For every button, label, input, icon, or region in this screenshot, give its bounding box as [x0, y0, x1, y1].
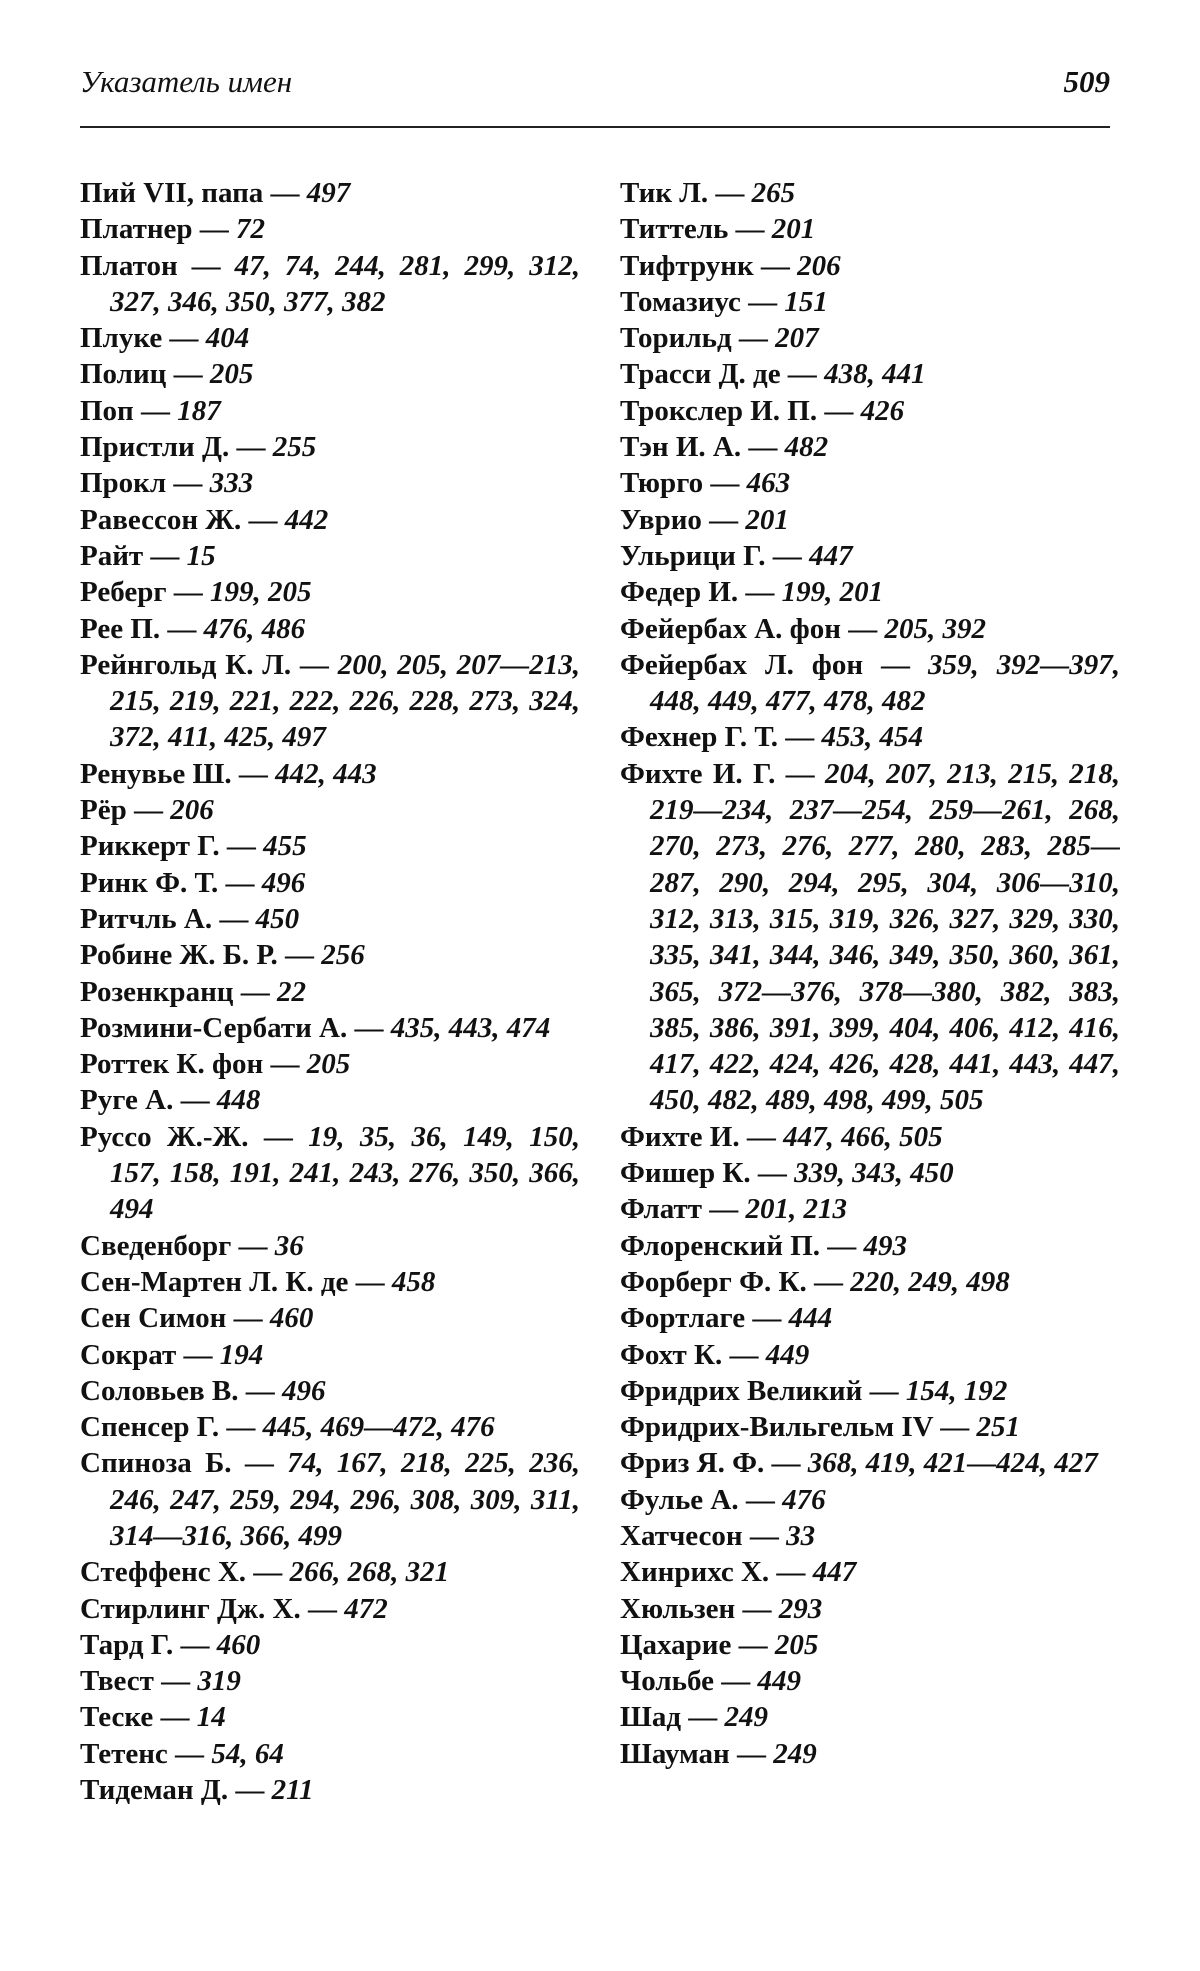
entry-name: Тард Г. — — [80, 1628, 217, 1661]
entry-name: Реберг — — [80, 576, 210, 609]
index-entry — [620, 1663, 1120, 1699]
index-entry — [80, 393, 580, 429]
entry-name: Цахарие — — [620, 1628, 775, 1661]
entry-pages: 442 — [284, 503, 329, 536]
entry-pages: 482 — [784, 431, 829, 464]
index-entry — [80, 1373, 580, 1409]
entry-name: Тюрго — — [620, 467, 747, 500]
entry-pages: 201 — [745, 503, 789, 536]
index-entry — [620, 1300, 1120, 1336]
entry-pages: 251 — [976, 1411, 1021, 1444]
entry-name: Трасси Д. де — — [620, 358, 825, 391]
index-entry — [620, 1373, 1120, 1409]
entry-name: Фохт К. — — [620, 1338, 766, 1371]
entry-pages: 205 — [774, 1628, 819, 1661]
entry-name: Пий VII, папа — — [80, 177, 307, 209]
index-entry — [80, 1627, 580, 1663]
entry-name: Роттек К. фон — — [80, 1048, 307, 1081]
entry-name: Хинрихс Х. — — [620, 1556, 813, 1589]
index-entry — [80, 1264, 580, 1300]
entry-name: Фихте И. Г. — — [620, 757, 825, 790]
index-entry — [620, 465, 1120, 501]
entry-name: Риккерт Г. — — [80, 830, 264, 863]
entry-name: Хатчесон — — [620, 1519, 787, 1552]
entry-pages: 293 — [778, 1592, 823, 1625]
entry-pages: 154, 192 — [905, 1374, 1008, 1407]
index-entry — [620, 574, 1120, 610]
entry-name: Платнер — — [80, 213, 237, 246]
entry-pages: 205 — [209, 358, 254, 391]
index-entry — [80, 974, 580, 1010]
index-entry — [620, 1591, 1120, 1627]
index-entry — [80, 1736, 580, 1772]
entry-name: Спиноза Б. — — [80, 1447, 288, 1480]
index-entry — [80, 574, 580, 610]
entry-pages: 444 — [788, 1302, 833, 1335]
entry-pages: 442, 443 — [275, 757, 377, 790]
entry-name: Фейербах Л. фон — — [620, 648, 929, 681]
index-entry — [620, 1264, 1120, 1300]
entry-pages: 151 — [784, 285, 828, 318]
entry-name: Сен Симон — — [80, 1302, 270, 1335]
entry-name: Соловьев В. — — [80, 1374, 282, 1407]
entry-pages: 359, 392—397, 448, 449, 477, 478, 482 — [650, 648, 1121, 718]
index-entry — [620, 756, 1120, 1119]
entry-name: Стеффенс Х. — — [80, 1556, 290, 1589]
entry-name: Равессон Ж. — — [80, 503, 285, 536]
entry-pages: 207 — [775, 322, 819, 355]
index-entry — [620, 1155, 1120, 1191]
entry-name: Фихте И. — — [620, 1120, 784, 1153]
entry-pages: 204, 207, 213, 215, 218, 219—234, 237—254, 259—261, 268, 270, 273, 276, 277, 280, 283, 285—287, 290, 294, 295, 304, 306—310, 312, 313, 315, 319, 326, 327, 329, 330, 335, 341, 344, 346, 349, 350, 360, 361, 365, 372—376, 378—380, 382, 383, 385, 386, 391, 399, 404, 406, 412, 416, 417, 422, 424, 426, 428, 441, 443, 447, 450, 482, 489, 498, 499, 505 — [650, 757, 1120, 1117]
entry-pages: 496 — [261, 866, 306, 899]
entry-pages: 426 — [860, 394, 905, 427]
index-entry — [620, 1337, 1120, 1373]
entry-name: Шад — — [620, 1701, 725, 1734]
running-head — [80, 64, 1110, 104]
entry-name: Тидеман Д. — — [80, 1774, 272, 1807]
index-entry — [620, 284, 1120, 320]
entry-name: Флатт — — [620, 1193, 746, 1226]
entry-name: Фридрих Великий — — [620, 1374, 906, 1407]
entry-name: Фортлаге — — [620, 1302, 789, 1335]
entry-name: Фридрих-Вильгельм IV — — [620, 1411, 977, 1444]
index-entry — [620, 1627, 1120, 1663]
index-entry — [80, 1445, 580, 1554]
index-entry — [80, 429, 580, 465]
entry-name: Фишер К. — — [620, 1157, 795, 1190]
index-entry — [80, 937, 580, 973]
index-entry — [620, 211, 1120, 247]
entry-pages: 74, 167, 218, 225, 236, 246, 247, 259, 294, 296, 308, 309, 311, 314—316, 366, 499 — [110, 1447, 580, 1552]
index-entry — [620, 1119, 1120, 1155]
index-entry — [80, 865, 580, 901]
entry-pages: 453, 454 — [821, 721, 924, 754]
entry-pages: 249 — [773, 1737, 817, 1770]
index-entry — [80, 320, 580, 356]
entry-pages: 199, 201 — [781, 576, 884, 609]
running-head-title: Указатель имен — [80, 64, 293, 99]
entry-pages: 447 — [812, 1556, 857, 1589]
entry-pages: 15 — [186, 539, 216, 572]
entry-name: Спенсер Г. — — [80, 1411, 263, 1444]
entry-pages: 33 — [786, 1519, 816, 1552]
entry-pages: 472 — [344, 1592, 388, 1625]
index-entry — [80, 1699, 580, 1735]
index-entry — [80, 1300, 580, 1336]
index-entry — [620, 1228, 1120, 1264]
entry-name: Фейербах А. фон — — [620, 612, 885, 645]
index-entry — [80, 1337, 580, 1373]
index-entry — [80, 1119, 580, 1228]
entry-pages: 72 — [236, 213, 266, 246]
index-entry — [80, 502, 580, 538]
entry-name: Сведенборг — — [80, 1229, 275, 1262]
index-entry — [80, 248, 580, 321]
entry-name: Ринк Ф. Т. — — [80, 866, 262, 899]
index-entry — [620, 320, 1120, 356]
entry-name: Сократ — — [80, 1338, 220, 1371]
index-entry — [80, 1082, 580, 1118]
index-entry — [620, 1409, 1120, 1445]
entry-pages: 200, 205, 207—213, 215, 219, 221, 222, 226, 228, 273, 324, 372, 411, 425, 497 — [110, 648, 580, 754]
entry-name: Ульрици Г. — — [620, 539, 810, 572]
entry-pages: 449 — [765, 1338, 810, 1371]
entry-pages: 458 — [391, 1265, 436, 1298]
entry-name: Руссо Ж.-Ж. — — [80, 1120, 309, 1153]
entry-name: Фехнер Г. Т. — — [620, 721, 822, 754]
entry-name: Платон — — [80, 249, 235, 282]
entry-pages: 22 — [276, 975, 306, 1008]
entry-name: Рейнгольд К. Л. — — [80, 648, 338, 681]
entry-name: Титтель — — [620, 213, 772, 246]
index-entry — [80, 465, 580, 501]
entry-pages: 211 — [271, 1774, 314, 1807]
entry-name: Хюльзен — — [620, 1592, 779, 1625]
entry-name: Твест — — [80, 1665, 198, 1698]
index-entry — [620, 719, 1120, 755]
entry-name: Рёр — — [80, 794, 171, 827]
entry-pages: 445, 469—472, 476 — [262, 1411, 495, 1444]
entry-name: Тик Л. — — [620, 177, 752, 209]
index-entry — [80, 1046, 580, 1082]
index-entry — [620, 429, 1120, 465]
entry-pages: 460 — [269, 1302, 314, 1335]
index-entry — [80, 1663, 580, 1699]
entry-name: Флоренский П. — — [620, 1229, 864, 1262]
entry-pages: 497 — [306, 177, 351, 209]
entry-pages: 455 — [263, 830, 307, 863]
index-entry — [80, 1554, 580, 1590]
index-entry — [80, 211, 580, 247]
index-entry — [620, 393, 1120, 429]
index-entry — [80, 1228, 580, 1264]
entry-pages: 249 — [724, 1701, 769, 1734]
entry-name: Плуке — — [80, 322, 206, 355]
entry-pages: 256 — [321, 939, 365, 972]
entry-pages: 19, 35, 36, 149, 150, 157, 158, 191, 241, 243, 276, 350, 366, 494 — [110, 1120, 580, 1226]
entry-pages: 36 — [274, 1229, 304, 1262]
header-rule — [80, 126, 1110, 128]
entry-pages: 448 — [216, 1084, 261, 1117]
entry-pages: 220, 249, 498 — [850, 1265, 1010, 1298]
index-entry — [80, 1409, 580, 1445]
entry-name: Форберг Ф. К. — — [620, 1265, 851, 1298]
entry-pages: 206 — [170, 794, 214, 827]
entry-pages: 201, 213 — [745, 1193, 847, 1226]
index-entry — [620, 356, 1120, 392]
entry-pages: 266, 268, 321 — [289, 1556, 450, 1589]
entry-pages: 368, 419, 421—424, 427 — [807, 1447, 1098, 1480]
entry-name: Рее П. — — [80, 612, 204, 645]
index-entry — [620, 1736, 1120, 1772]
index-entry — [80, 1772, 580, 1808]
entry-name: Руге А. — — [80, 1084, 217, 1117]
entry-name: Сен-Мартен Л. К. де — — [80, 1265, 392, 1298]
entry-pages: 435, 443, 474 — [390, 1011, 551, 1044]
entry-pages: 255 — [272, 431, 317, 464]
index-entry — [80, 756, 580, 792]
index-entry — [80, 1010, 580, 1046]
entry-pages: 463 — [746, 467, 791, 500]
index-entry — [620, 1518, 1120, 1554]
entry-pages: 319 — [197, 1665, 241, 1698]
index-entry — [620, 248, 1120, 284]
index-entry — [620, 1191, 1120, 1227]
left-column — [80, 175, 580, 1808]
index-entry — [80, 611, 580, 647]
entry-name: Прокл — — [80, 467, 210, 500]
entry-name: Тэн И. А. — — [620, 431, 785, 464]
entry-name: Чольбе — — [620, 1665, 758, 1698]
index-entry — [80, 1591, 580, 1627]
entry-name: Фулье А. — — [620, 1483, 783, 1516]
entry-pages: 54, 64 — [211, 1737, 284, 1770]
entry-pages: 265 — [751, 177, 796, 209]
entry-name: Стирлинг Дж. Х. — — [80, 1592, 345, 1625]
entry-name: Ритчль А. — — [80, 902, 256, 935]
index-entry — [620, 647, 1120, 720]
entry-pages: 199, 205 — [210, 576, 312, 609]
right-column — [620, 175, 1120, 1772]
entry-pages: 476, 486 — [203, 612, 306, 645]
entry-pages: 493 — [863, 1229, 907, 1262]
entry-pages: 194 — [219, 1338, 264, 1371]
entry-pages: 450 — [255, 902, 300, 935]
entry-pages: 47, 74, 244, 281, 299, 312, 327, 346, 350, 377, 382 — [110, 249, 580, 318]
index-entry — [620, 1445, 1120, 1481]
entry-name: Ренувье Ш. — — [80, 757, 276, 790]
entry-name: Уврио — — [620, 503, 746, 536]
entry-pages: 447 — [809, 539, 853, 572]
index-entry — [620, 611, 1120, 647]
index-entry — [80, 538, 580, 574]
entry-pages: 404 — [205, 322, 250, 355]
entry-name: Райт — — [80, 539, 187, 572]
entry-name: Теске — — [80, 1701, 197, 1734]
entry-name: Тифтрунк — — [620, 249, 798, 282]
entry-pages: 449 — [757, 1665, 801, 1698]
index-entry — [80, 356, 580, 392]
entry-name: Полиц — — [80, 358, 210, 391]
entry-pages: 205 — [306, 1048, 351, 1081]
entry-pages: 187 — [177, 394, 221, 427]
index-entry — [80, 647, 580, 756]
entry-name: Фриз Я. Ф. — — [620, 1447, 808, 1480]
index-entry — [80, 828, 580, 864]
entry-name: Тетенс — — [80, 1737, 212, 1770]
entry-pages: 206 — [797, 249, 841, 282]
index-entry — [80, 901, 580, 937]
entry-pages: 460 — [216, 1628, 261, 1661]
index-entry — [620, 1554, 1120, 1590]
index-entry — [80, 792, 580, 828]
index-entry — [80, 175, 580, 211]
page-number: 509 — [1063, 64, 1110, 99]
entry-name: Пристли Д. — — [80, 431, 273, 464]
entry-name: Робине Ж. Б. Р. — — [80, 939, 322, 972]
entry-name: Федер И. — — [620, 576, 782, 609]
entry-name: Розмини-Сербати А. — — [80, 1011, 391, 1044]
entry-pages: 205, 392 — [884, 612, 986, 645]
entry-pages: 438, 441 — [824, 358, 926, 391]
entry-pages: 339, 343, 450 — [794, 1157, 954, 1190]
entry-name: Томазиус — — [620, 285, 785, 318]
entry-pages: 447, 466, 505 — [783, 1120, 943, 1153]
entry-name: Трокслер И. П. — — [620, 394, 861, 427]
entry-name: Поп — — [80, 394, 178, 427]
entry-pages: 333 — [209, 467, 254, 500]
entry-name: Розенкранц — — [80, 975, 277, 1008]
entry-pages: 201 — [771, 213, 816, 246]
index-entry — [620, 538, 1120, 574]
entry-pages: 496 — [281, 1374, 326, 1407]
index-entry — [620, 502, 1120, 538]
entry-pages: 476 — [782, 1483, 826, 1516]
index-entry — [620, 175, 1120, 211]
index-entry — [620, 1482, 1120, 1518]
entry-pages: 14 — [196, 1701, 226, 1734]
entry-name: Шауман — — [620, 1737, 774, 1770]
index-entry — [620, 1699, 1120, 1735]
entry-name: Торильд — — [620, 322, 776, 355]
